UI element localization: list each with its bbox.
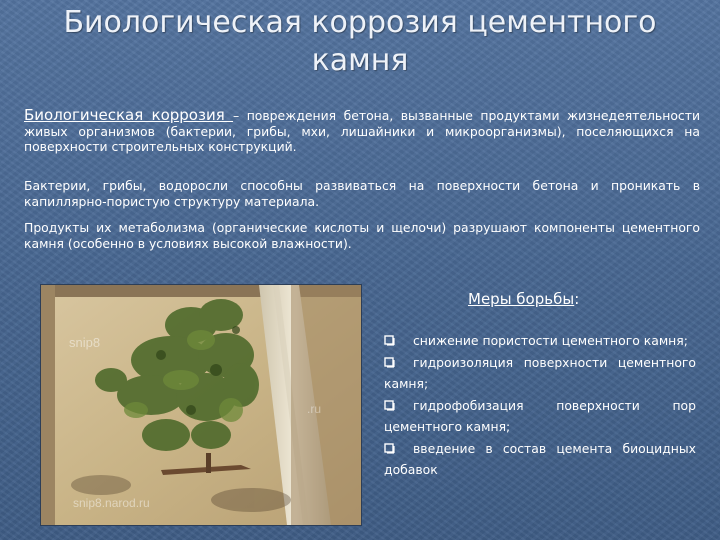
paragraph-bacteria: Бактерии, грибы, водоросли способны развиваться на поверхности бетона и проникать в капиллярно-пористую структуру материала. [24,178,700,209]
list-item: гидрофобизация поверхности пор цементного камня; [384,397,696,434]
definition-paragraph [24,108,700,155]
list-item: введение в состав цемента биоцидных добавок [384,440,696,477]
measures-title-colon: : [574,290,580,308]
list-item: снижение пористости цементного камня; [384,330,696,352]
definition-term: Биологическая коррозия [24,106,234,124]
svg-text:.ru: .ru [307,402,322,416]
hollow-square-bullet-icon [384,443,395,454]
measures-title [468,290,579,308]
definition-text: – повреждения бетона, вызванные продуктами жизнедеятельности живых организмов (бактерии, грибы, мхи, лишайники и микроорганизмы), поселяющихся на поверхности строительных конструкций. [24,108,701,154]
hollow-square-bullet-icon [384,357,395,368]
hollow-square-bullet-icon [384,400,395,411]
paragraph-metabolism: Продукты их метаболизма (органические кислоты и щелочи) разрушают компоненты цементного камня (особенно в условиях высокой влажности). [24,220,700,251]
photo-watermark: snip8.narod.ru [73,496,150,510]
svg-text:snip8: snip8 [69,335,101,350]
corrosion-photo [40,284,362,526]
measures-title-text: Меры борьбы [468,290,575,308]
hollow-square-bullet-icon [384,335,395,346]
list-item: гидроизоляция поверхности цементного камня; [384,354,696,391]
slide-title: Биологическая коррозия цементного камня [63,5,657,78]
measures-list [384,330,696,481]
